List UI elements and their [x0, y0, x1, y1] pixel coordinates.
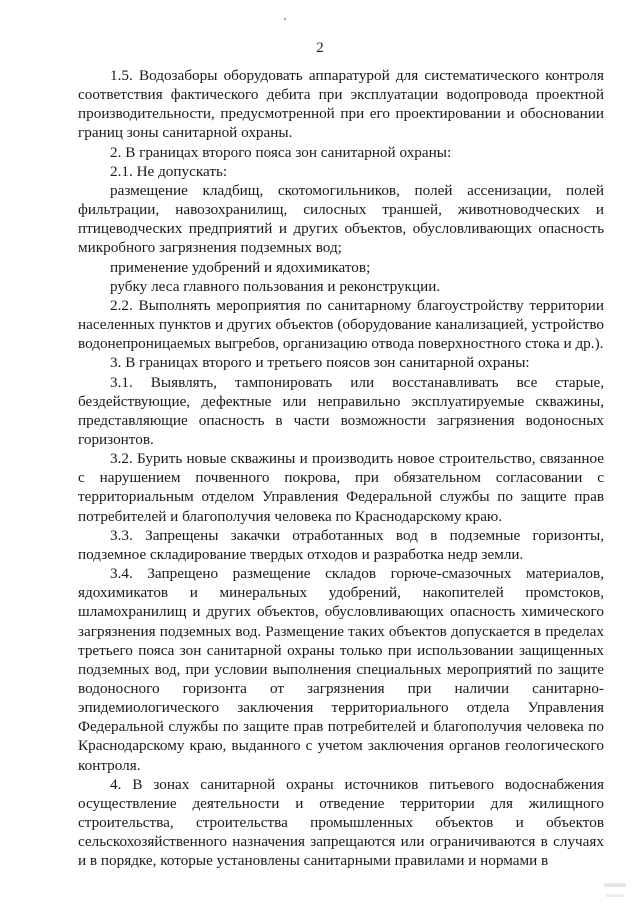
paragraph-2-1-item-3: рубку леса главного пользования и реконструкции.: [110, 277, 441, 295]
scan-speck: [284, 18, 286, 20]
paragraph-2-1-item-2: применение удобрений и ядохимикатов;: [110, 258, 371, 276]
scan-edge-mark: [606, 894, 624, 897]
paragraph-1-5: 1.5. Водозаборы оборудовать аппаратурой для систематического контроля соответствия фактического дебита при эксплуатации водопровода проектной производительности, предусмотренной при его проектировании и обосновании границ зоны санитарной охраны.: [78, 67, 604, 142]
paragraph-3-1: 3.1. Выявлять, тампонировать или восстанавливать все старые, бездействующие, дефектные или неправильно эксплуатируемые скважины, представляющие опасность в части возможности загрязнения водоносных горизонтов.: [78, 373, 604, 448]
scan-edge-mark: [604, 883, 626, 887]
paragraph-4: 4. В зонах санитарной охраны источников питьевого водоснабжения осуществление деятельности и отведение территории для жилищного строительства, строительства промышленных объектов и объектов сельскохозяйственного назначения запрещаются или ограничиваются в случаях и в порядке, которые установлены санитарными правилами и нормами в: [78, 775, 604, 870]
document-body: [78, 66, 604, 871]
paragraph-3-2: 3.2. Бурить новые скважины и производить новое строительство, связанное с нарушением почвенного покрова, при обязательном согласовании с территориальным отделом Управления Федеральной службы по защите прав потребителей и благополучия человека по Краснодарскому краю.: [78, 450, 604, 525]
paragraph-2-2: 2.2. Выполнять мероприятия по санитарному благоустройству территории населенных пунктов и других объектов (оборудование канализацией, устройство водонепроницаемых выгребов, организацию отвода поверхностного стока и др.).: [78, 296, 604, 353]
paragraph-3-4: 3.4. Запрещено размещение складов горюче-смазочных материалов, ядохимикатов и минеральных удобрений, накопителей промстоков, шламохранилищ и других объектов, обусловливающих опасность химического загрязнения подземных вод. Размещение таких объектов допускается в пределах третьего пояса зон санитарной охраны только при использовании защищенных подземных вод, при условии выполнения специальных мероприятий по защите водоносного горизонта от загрязнения при наличии санитарно-эпидемиологического заключения территориального отдела Управления Федеральной службы по защите прав потребителей и благополучия человека по Краснодарскому краю, выданного с учетом заключения органов геологического контроля.: [78, 565, 604, 774]
paragraph-2: 2. В границах второго пояса зон санитарной охраны:: [110, 143, 452, 161]
paragraph-3: 3. В границах второго и третьего поясов зон санитарной охраны:: [110, 354, 530, 372]
paragraph-2-1-item-1: размещение кладбищ, скотомогильников, полей ассенизации, полей фильтрации, навозохранилищ, силосных траншей, животноводческих и птицеводческих предприятий и других объектов, обусловливающих опасность микробного загрязнения подземных вод;: [78, 181, 604, 257]
paragraph-3-3: 3.3. Запрещены закачки отработанных вод в подземные горизонты, подземное складирование твердых отходов и разработка недр земли.: [78, 526, 604, 563]
paragraph-2-1: 2.1. Не допускать:: [110, 162, 228, 180]
page-number: 2: [316, 40, 324, 56]
